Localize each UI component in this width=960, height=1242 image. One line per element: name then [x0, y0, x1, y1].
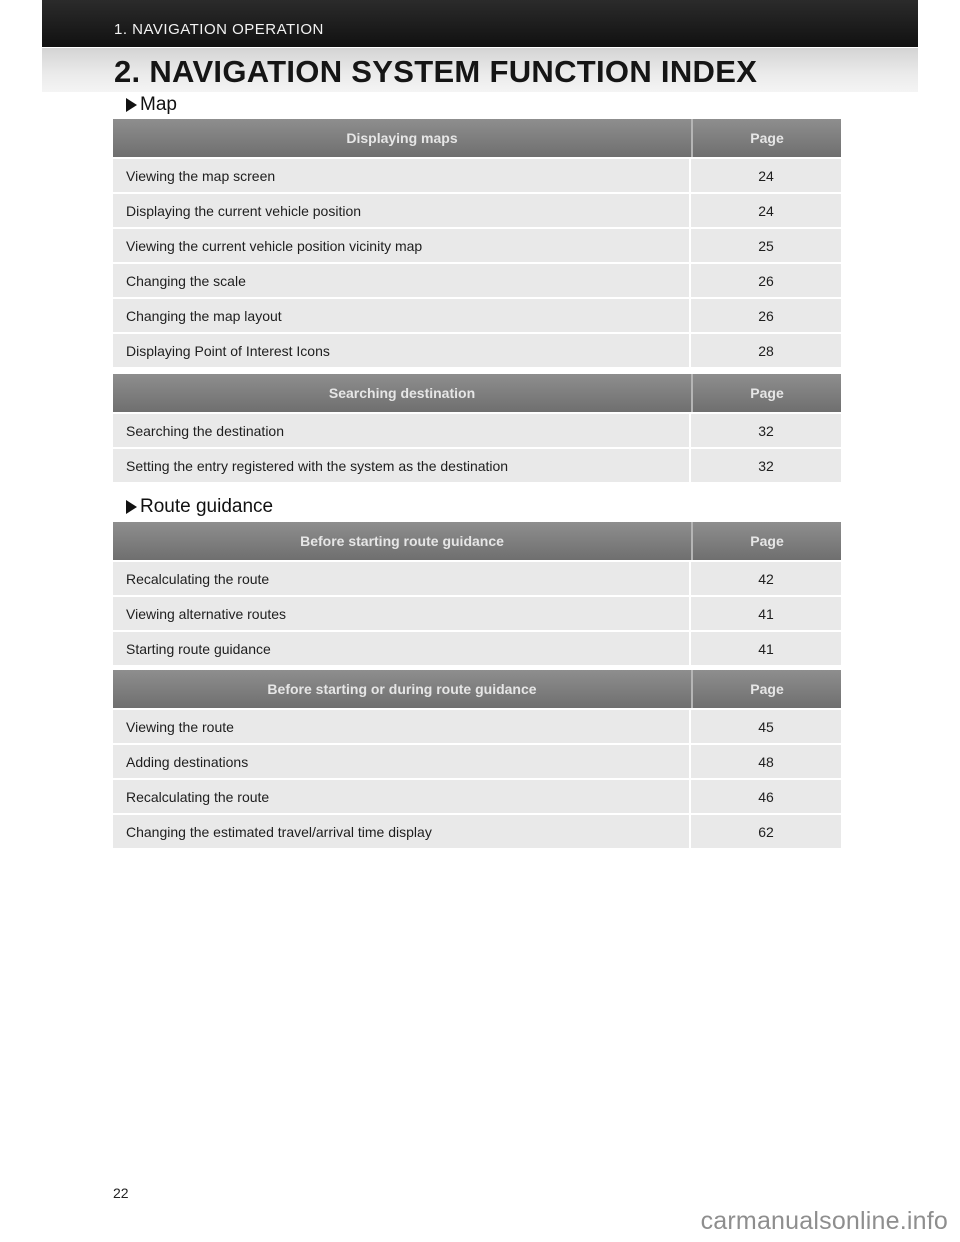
section-heading-map [126, 94, 177, 116]
row-page: 26 [758, 307, 774, 324]
triangle-bullet-icon [126, 500, 137, 514]
table-before-route-guidance [113, 522, 841, 665]
table-row [113, 194, 841, 227]
table-row [113, 710, 841, 743]
table-row [113, 562, 841, 595]
row-topic: Displaying the current vehicle position [113, 194, 691, 227]
row-page: 26 [758, 272, 774, 289]
table-row [113, 414, 841, 447]
table-header-page: Page [750, 681, 784, 697]
row-page: 24 [758, 167, 774, 184]
row-page: 32 [758, 457, 774, 474]
table-displaying-maps [113, 119, 841, 367]
row-topic: Starting route guidance [113, 632, 691, 665]
row-page: 46 [758, 788, 774, 805]
row-page: 45 [758, 718, 774, 735]
table-header-topic: Displaying maps [113, 119, 693, 157]
row-page: 25 [758, 237, 774, 254]
row-topic: Displaying Point of Interest Icons [113, 334, 691, 367]
table-row [113, 780, 841, 813]
row-page: 62 [758, 823, 774, 840]
row-topic: Viewing the current vehicle position vicinity map [113, 229, 691, 262]
row-topic: Viewing the map screen [113, 159, 691, 192]
table-header-page: Page [750, 533, 784, 549]
table-row [113, 159, 841, 192]
table-header-topic: Before starting route guidance [113, 522, 693, 560]
page-title: 2. NAVIGATION SYSTEM FUNCTION INDEX [42, 48, 918, 92]
row-topic: Adding destinations [113, 745, 691, 778]
table-row [113, 449, 841, 482]
row-topic: Viewing alternative routes [113, 597, 691, 630]
row-topic: Viewing the route [113, 710, 691, 743]
table-header-topic: Before starting or during route guidance [113, 670, 693, 708]
table-searching-destination [113, 374, 841, 482]
table-row [113, 264, 841, 297]
row-topic: Changing the map layout [113, 299, 691, 332]
row-page: 24 [758, 202, 774, 219]
table-row [113, 597, 841, 630]
table-row [113, 745, 841, 778]
page-number: 22 [113, 1185, 129, 1201]
table-header-topic: Searching destination [113, 374, 693, 412]
row-page: 41 [758, 640, 774, 657]
triangle-bullet-icon [126, 98, 137, 112]
row-page: 42 [758, 570, 774, 587]
table-header-page: Page [750, 385, 784, 401]
section-heading-route-guidance [126, 496, 273, 518]
section-heading-label: Map [140, 94, 177, 115]
table-row [113, 299, 841, 332]
chapter-title: 1. NAVIGATION OPERATION [114, 21, 324, 38]
row-topic: Setting the entry registered with the system as the destination [113, 449, 691, 482]
row-topic: Searching the destination [113, 414, 691, 447]
table-row [113, 334, 841, 367]
table-row [113, 815, 841, 848]
row-page: 41 [758, 605, 774, 622]
chapter-header [42, 0, 918, 47]
row-page: 28 [758, 342, 774, 359]
table-row [113, 632, 841, 665]
table-header [113, 374, 841, 412]
row-topic: Changing the estimated travel/arrival time display [113, 815, 691, 848]
row-topic: Recalculating the route [113, 780, 691, 813]
table-header [113, 119, 841, 157]
row-topic: Recalculating the route [113, 562, 691, 595]
table-before-or-during-route-guidance [113, 670, 841, 848]
table-header [113, 522, 841, 560]
row-topic: Changing the scale [113, 264, 691, 297]
table-header-page: Page [750, 130, 784, 146]
row-page: 32 [758, 422, 774, 439]
table-row [113, 229, 841, 262]
watermark: carmanualsonline.info [700, 1207, 948, 1235]
table-header [113, 670, 841, 708]
row-page: 48 [758, 753, 774, 770]
section-heading-label: Route guidance [140, 496, 274, 517]
